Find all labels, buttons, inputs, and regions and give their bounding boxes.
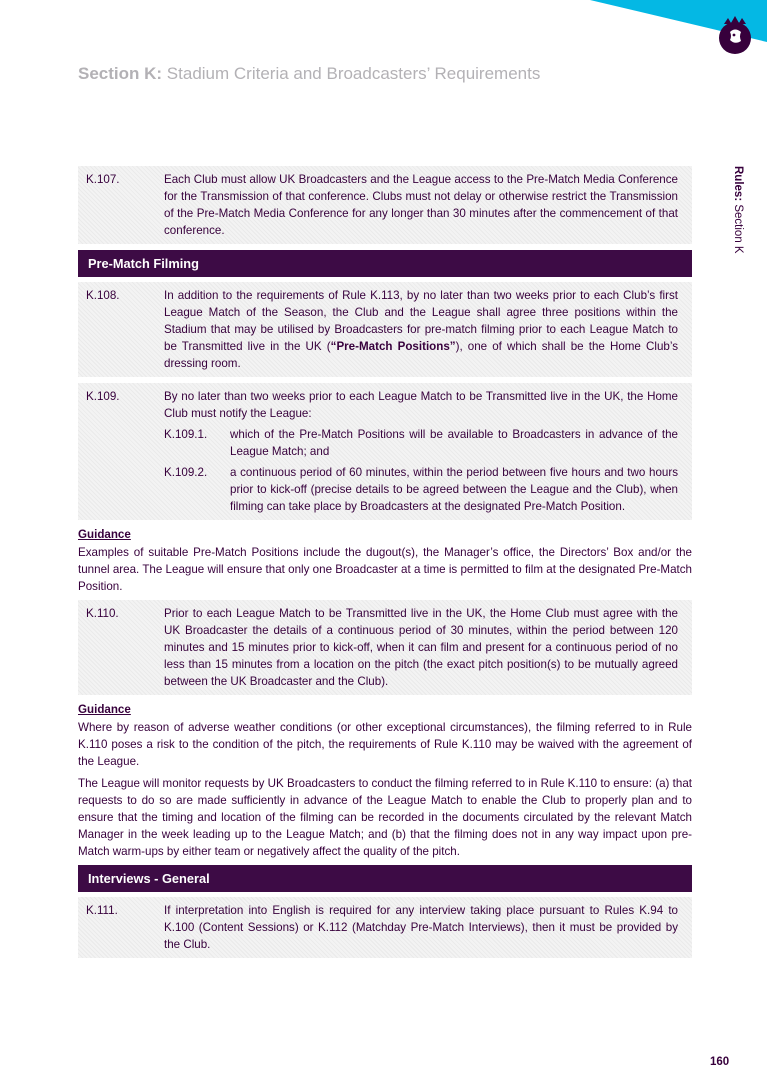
rule-text: By no later than two weeks prior to each League Match to be Transmitted live in the UK, the Home Club must notify the League: <box>164 390 678 420</box>
sub-rule-k109-1 <box>164 426 678 460</box>
sub-rule-number: K.109.2. <box>164 466 208 479</box>
rules-content <box>78 166 692 964</box>
rule-text <box>164 287 678 372</box>
defined-term: “Pre-Match Positions” <box>330 340 456 353</box>
subheading-interviews-general: Interviews - General <box>78 865 692 892</box>
section-title-rest: Stadium Criteria and Broadcasters’ Requirements <box>166 64 541 83</box>
rule-number: K.108. <box>86 289 120 302</box>
guidance-block-1 <box>78 526 692 595</box>
rule-k109 <box>78 383 692 520</box>
sub-rule-text: which of the Pre-Match Positions will be available to Broadcasters in advance of the League Match; and <box>230 428 678 458</box>
rule-number: K.110. <box>86 607 119 620</box>
sub-rule-number: K.109.1. <box>164 428 208 441</box>
rule-number: K.111. <box>86 904 118 917</box>
rule-k111 <box>78 897 692 958</box>
rule-number: K.109. <box>86 390 120 403</box>
premier-league-lion-logo-icon <box>714 14 756 58</box>
guidance-paragraph: The League will monitor requests by UK Broadcasters to conduct the filming referred to in Rule K.110 to ensure: (a) that requests to do so are made sufficiently in advance of the League Match to enable the Club to properly plan and to ensure that the timing and location of the filming can be recorded in the documents circulated by the relevant Match Manager in the week leading up to the League Match; and (b) that the filming does not in any way impact upon pre-Match warm-ups by either team or negatively affect the quality of the pitch. <box>78 777 692 858</box>
rule-text-before: In addition to the requirements of Rule K.113, by no later than two weeks prior to each Club’s first League Match of the Season, the Club and the League shall agree three positions within the Stadium that may be utilised by Broadcasters for pre-match filming prior to each League Match to be Transmitted live in the UK ( <box>164 289 678 353</box>
page-number: 160 <box>710 1056 730 1068</box>
guidance-heading: Guidance <box>78 528 131 541</box>
sub-rule-k109-2 <box>164 464 678 515</box>
rule-text: If interpretation into English is required for any interview taking place pursuant to Rules K.94 to K.100 (Content Sessions) or K.112 (Matchday Pre-Match Interviews), then it must be provided by the Club. <box>164 904 678 951</box>
rule-text: Prior to each League Match to be Transmitted live in the UK, the Home Club must agree with the UK Broadcaster the details of a continuous period of 30 minutes, within the period between 120 minutes and 15 minutes prior to kick-off, when it can film and present for a continuous period of no less than 15 minutes from a location on the pitch (the exact pitch position(s) to be mutually agreed between the UK Broadcaster and the Club). <box>164 607 678 688</box>
side-section-label <box>722 166 744 266</box>
guidance-block-2 <box>78 701 692 860</box>
guidance-paragraph: Examples of suitable Pre-Match Positions include the dugout(s), the Manager’s office, the Directors’ Box and/or the tunnel area. The League will ensure that only one Broadcaster at a time is permitted to film at the designated Pre-Match Position. <box>78 546 692 593</box>
sub-rule-text: a continuous period of 60 minutes, within the period between five hours and two hours prior to kick-off (precise details to be agreed between the League and the Club), when filming can take place by Broadcasters at the designated Pre-Match Position. <box>230 466 678 513</box>
guidance-paragraph: Where by reason of adverse weather conditions (or other exceptional circumstances), the filming referred to in Rule K.110 poses a risk to the condition of the pitch, the requirements of Rule K.110 may be waived with the agreement of the League. <box>78 721 692 768</box>
rule-content <box>164 388 678 515</box>
rule-k107 <box>78 166 692 244</box>
rule-number: K.107. <box>86 173 120 186</box>
rule-text-after: ), one of which shall be the Home Club’s dressing room. <box>164 340 678 370</box>
rule-text: Each Club must allow UK Broadcasters and the League access to the Pre-Match Media Conference for the Transmission of that conference. Clubs must not delay or otherwise restrict the Transmission of the Pre-Match Media Conference for any longer than 30 minutes after the commencement of that conference. <box>164 173 678 237</box>
section-title <box>78 64 540 84</box>
side-label-bold: Rules: <box>732 166 744 202</box>
section-title-bold: Section K: <box>78 64 163 83</box>
rule-k108 <box>78 282 692 377</box>
rule-k110 <box>78 600 692 695</box>
side-label-rest: Section K <box>732 204 744 254</box>
subheading-pre-match-filming: Pre-Match Filming <box>78 250 692 277</box>
guidance-heading: Guidance <box>78 703 131 716</box>
